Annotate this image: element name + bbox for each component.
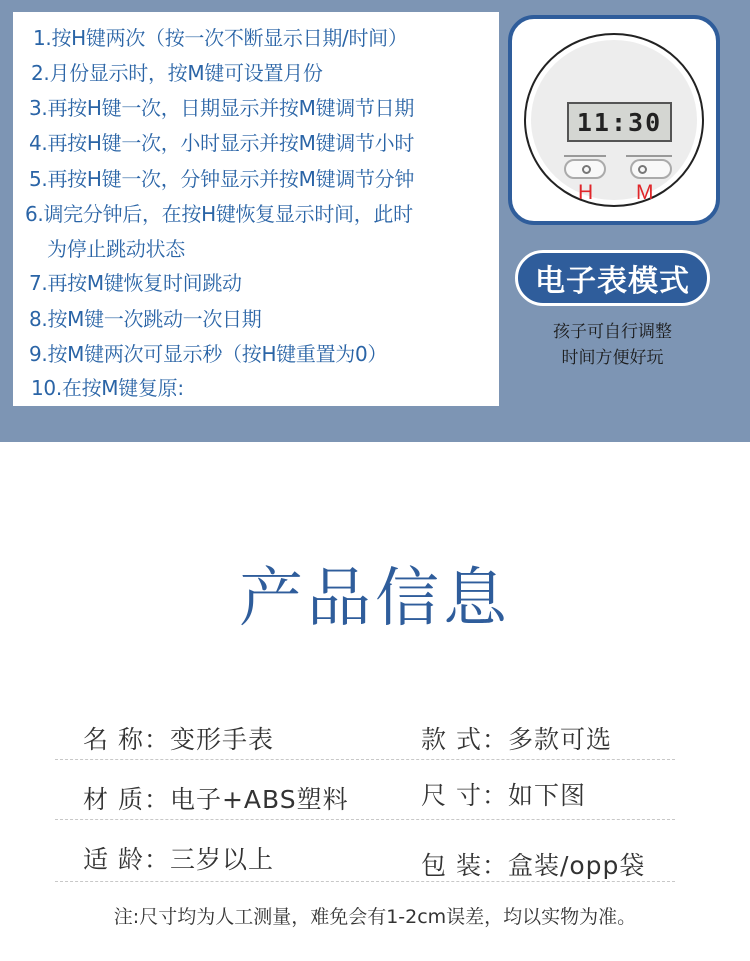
instruction-line-10: 10.在按M键复原: — [31, 376, 184, 400]
mode-badge: 电子表模式 — [515, 250, 710, 306]
instruction-line-9: 9.按M键两次可显示秒（按H键重置为0） — [29, 342, 388, 366]
top-panel — [0, 0, 750, 442]
m-button-dot — [638, 165, 647, 174]
m-button — [630, 159, 672, 179]
watch-lcd-display: 11:30 — [567, 102, 672, 142]
watch-face — [524, 33, 704, 207]
spec-packaging: 包 装：盒装/opp袋 — [421, 851, 646, 880]
product-info-title: 产品信息 — [239, 562, 511, 636]
spec-size: 尺 寸：如下图 — [421, 781, 586, 810]
h-button-dot — [582, 165, 591, 174]
spec-row-1 — [55, 700, 675, 760]
instruction-line-6-cont: 为停止跳动状态 — [47, 237, 185, 261]
m-button-label: M — [636, 181, 654, 204]
instruction-line-1: 1.按H键两次（按一次不断显示日期/时间） — [33, 26, 408, 50]
instructions-box — [13, 12, 499, 406]
spec-material: 材 质：电子+ABS塑料 — [83, 785, 349, 814]
spec-row-3 — [55, 822, 675, 882]
mode-description-line-1: 孩子可自行调整 — [553, 322, 672, 342]
spec-row-2 — [55, 760, 675, 820]
right-button-line — [626, 155, 672, 157]
spec-age: 适 龄：三岁以上 — [83, 845, 274, 874]
instruction-line-2: 2.月份显示时，按M键可设置月份 — [31, 61, 323, 85]
h-button-label: H — [578, 181, 594, 204]
instruction-line-3: 3.再按H键一次，日期显示并按M键调节日期 — [29, 96, 415, 120]
spec-style: 款 式：多款可选 — [421, 725, 612, 754]
instruction-line-7: 7.再按M键恢复时间跳动 — [29, 271, 242, 295]
instruction-line-5: 5.再按H键一次，分钟显示并按M键调节分钟 — [29, 167, 415, 191]
h-button — [564, 159, 606, 179]
instruction-line-8: 8.按M键一次跳动一次日期 — [29, 307, 262, 331]
left-button-line — [564, 155, 606, 157]
instruction-line-6: 6.调完分钟后，在按H键恢复显示时间，此时 — [25, 202, 413, 226]
spec-name: 名 称：变形手表 — [83, 725, 274, 754]
watch-illustration-card — [508, 15, 720, 225]
measurement-note: 注:尺寸均为人工测量，难免会有1-2cm误差，均以实物为准。 — [113, 906, 637, 928]
mode-description-line-2: 时间方便好玩 — [561, 348, 664, 368]
instruction-line-4: 4.再按H键一次，小时显示并按M键调节小时 — [29, 131, 415, 155]
